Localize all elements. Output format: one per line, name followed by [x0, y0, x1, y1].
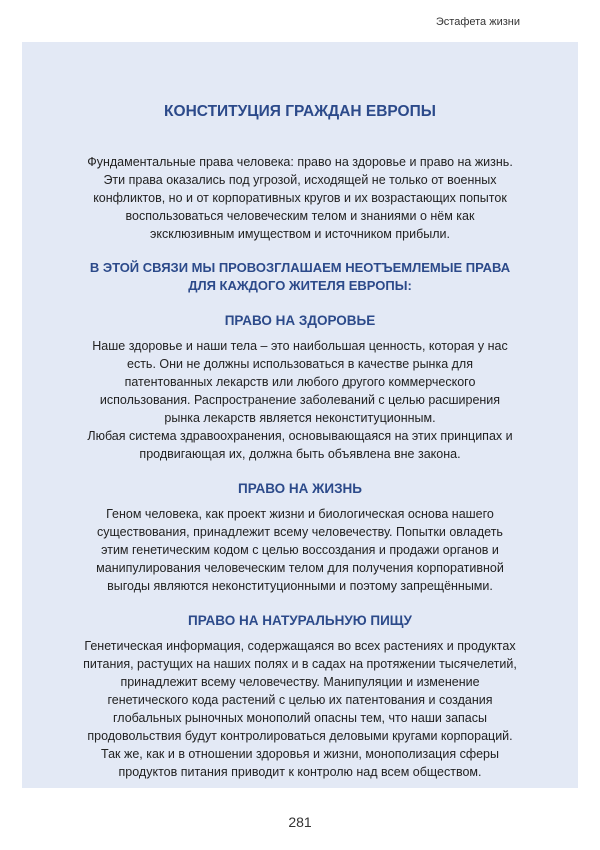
text-line: патентованных лекарств или любого другого коммерческого	[124, 375, 476, 389]
document-title: КОНСТИТУЦИЯ ГРАЖДАН ЕВРОПЫ	[164, 103, 436, 120]
document-body	[40, 102, 560, 781]
text-line: продуктов питания приводит к контролю над всем обществом.	[118, 765, 482, 779]
text-line: Наше здоровье и наши тела – это наибольшая ценность, которая у нас	[92, 339, 508, 353]
text-line: этим генетическим кодом с целью воссоздания и продажи органов и	[101, 543, 499, 557]
section-heading-health: ПРАВО НА ЗДОРОВЬЕ	[224, 313, 376, 328]
text-line: эксклюзивным имуществом и источником прибыли.	[150, 227, 450, 241]
text-line: продовольствия будут контролироваться деловыми кругами корпораций.	[87, 729, 513, 743]
section-heading-food: ПРАВО НА НАТУРАЛЬНУЮ ПИЩУ	[188, 613, 412, 628]
text-line: питания, растущих на наших полях и в садах на протяжении тысячелетий,	[83, 657, 517, 671]
text-line: глобальных рыночных монополий опасны тем, что наши запасы	[113, 711, 487, 725]
text-line: выгоды являются неконституционными и поэтому запрещёнными.	[107, 579, 493, 593]
text-line: Любая система здравоохранения, основывающаяся на этих принципах и	[87, 429, 513, 443]
section-text-health	[40, 337, 560, 463]
text-line: конфликтов, но и от корпоративных кругов и их возрастающих попыток	[93, 191, 507, 205]
section-heading-life: ПРАВО НА ЖИЗНЬ	[238, 481, 362, 496]
text-line: Так же, как и в отношении здоровья и жизни, монополизация сферы	[101, 747, 499, 761]
text-line: Эти права оказались под угрозой, исходящей не только от военных	[103, 173, 497, 187]
text-line: В ЭТОЙ СВЯЗИ МЫ ПРОВОЗГЛАШАЕМ НЕОТЪЕМЛЕМЫЕ ПРАВА	[89, 260, 511, 275]
text-line: принадлежит всему человечеству. Манипуляции и изменение	[120, 675, 480, 689]
page-number: 281	[288, 814, 312, 830]
text-line: рынка лекарств является неконституционным.	[164, 411, 436, 425]
intro-paragraph	[40, 153, 560, 243]
text-line: продвигающая их, должна быть объявлена вне закона.	[139, 447, 461, 461]
section-text-food	[40, 637, 560, 781]
text-line: генетического кода растений с целью их патентования и создания	[107, 693, 493, 707]
text-line: Генетическая информация, содержащаяся во всех растениях и продуктах	[84, 639, 516, 653]
text-line: Геном человека, как проект жизни и биологическая основа нашего	[106, 507, 494, 521]
text-line: ДЛЯ КАЖДОГО ЖИТЕЛЯ ЕВРОПЫ:	[188, 278, 412, 293]
text-line: существования, принадлежит всему человечеству. Попытки овладеть	[97, 525, 503, 539]
proclamation-heading	[40, 259, 560, 295]
section-text-life	[40, 505, 560, 595]
text-line: воспользоваться человеческим телом и знаниями о нём как	[125, 209, 475, 223]
text-line: есть. Они не должны использоваться в качестве рынка для	[127, 357, 473, 371]
text-line: Фундаментальные права человека: право на здоровье и право на жизнь.	[87, 155, 513, 169]
text-line: манипулирования человеческим телом для получения корпоративной	[96, 561, 504, 575]
running-header: Эстафета жизни	[435, 16, 520, 28]
text-line: использования. Распространение заболеваний с целью расширения	[99, 393, 501, 407]
